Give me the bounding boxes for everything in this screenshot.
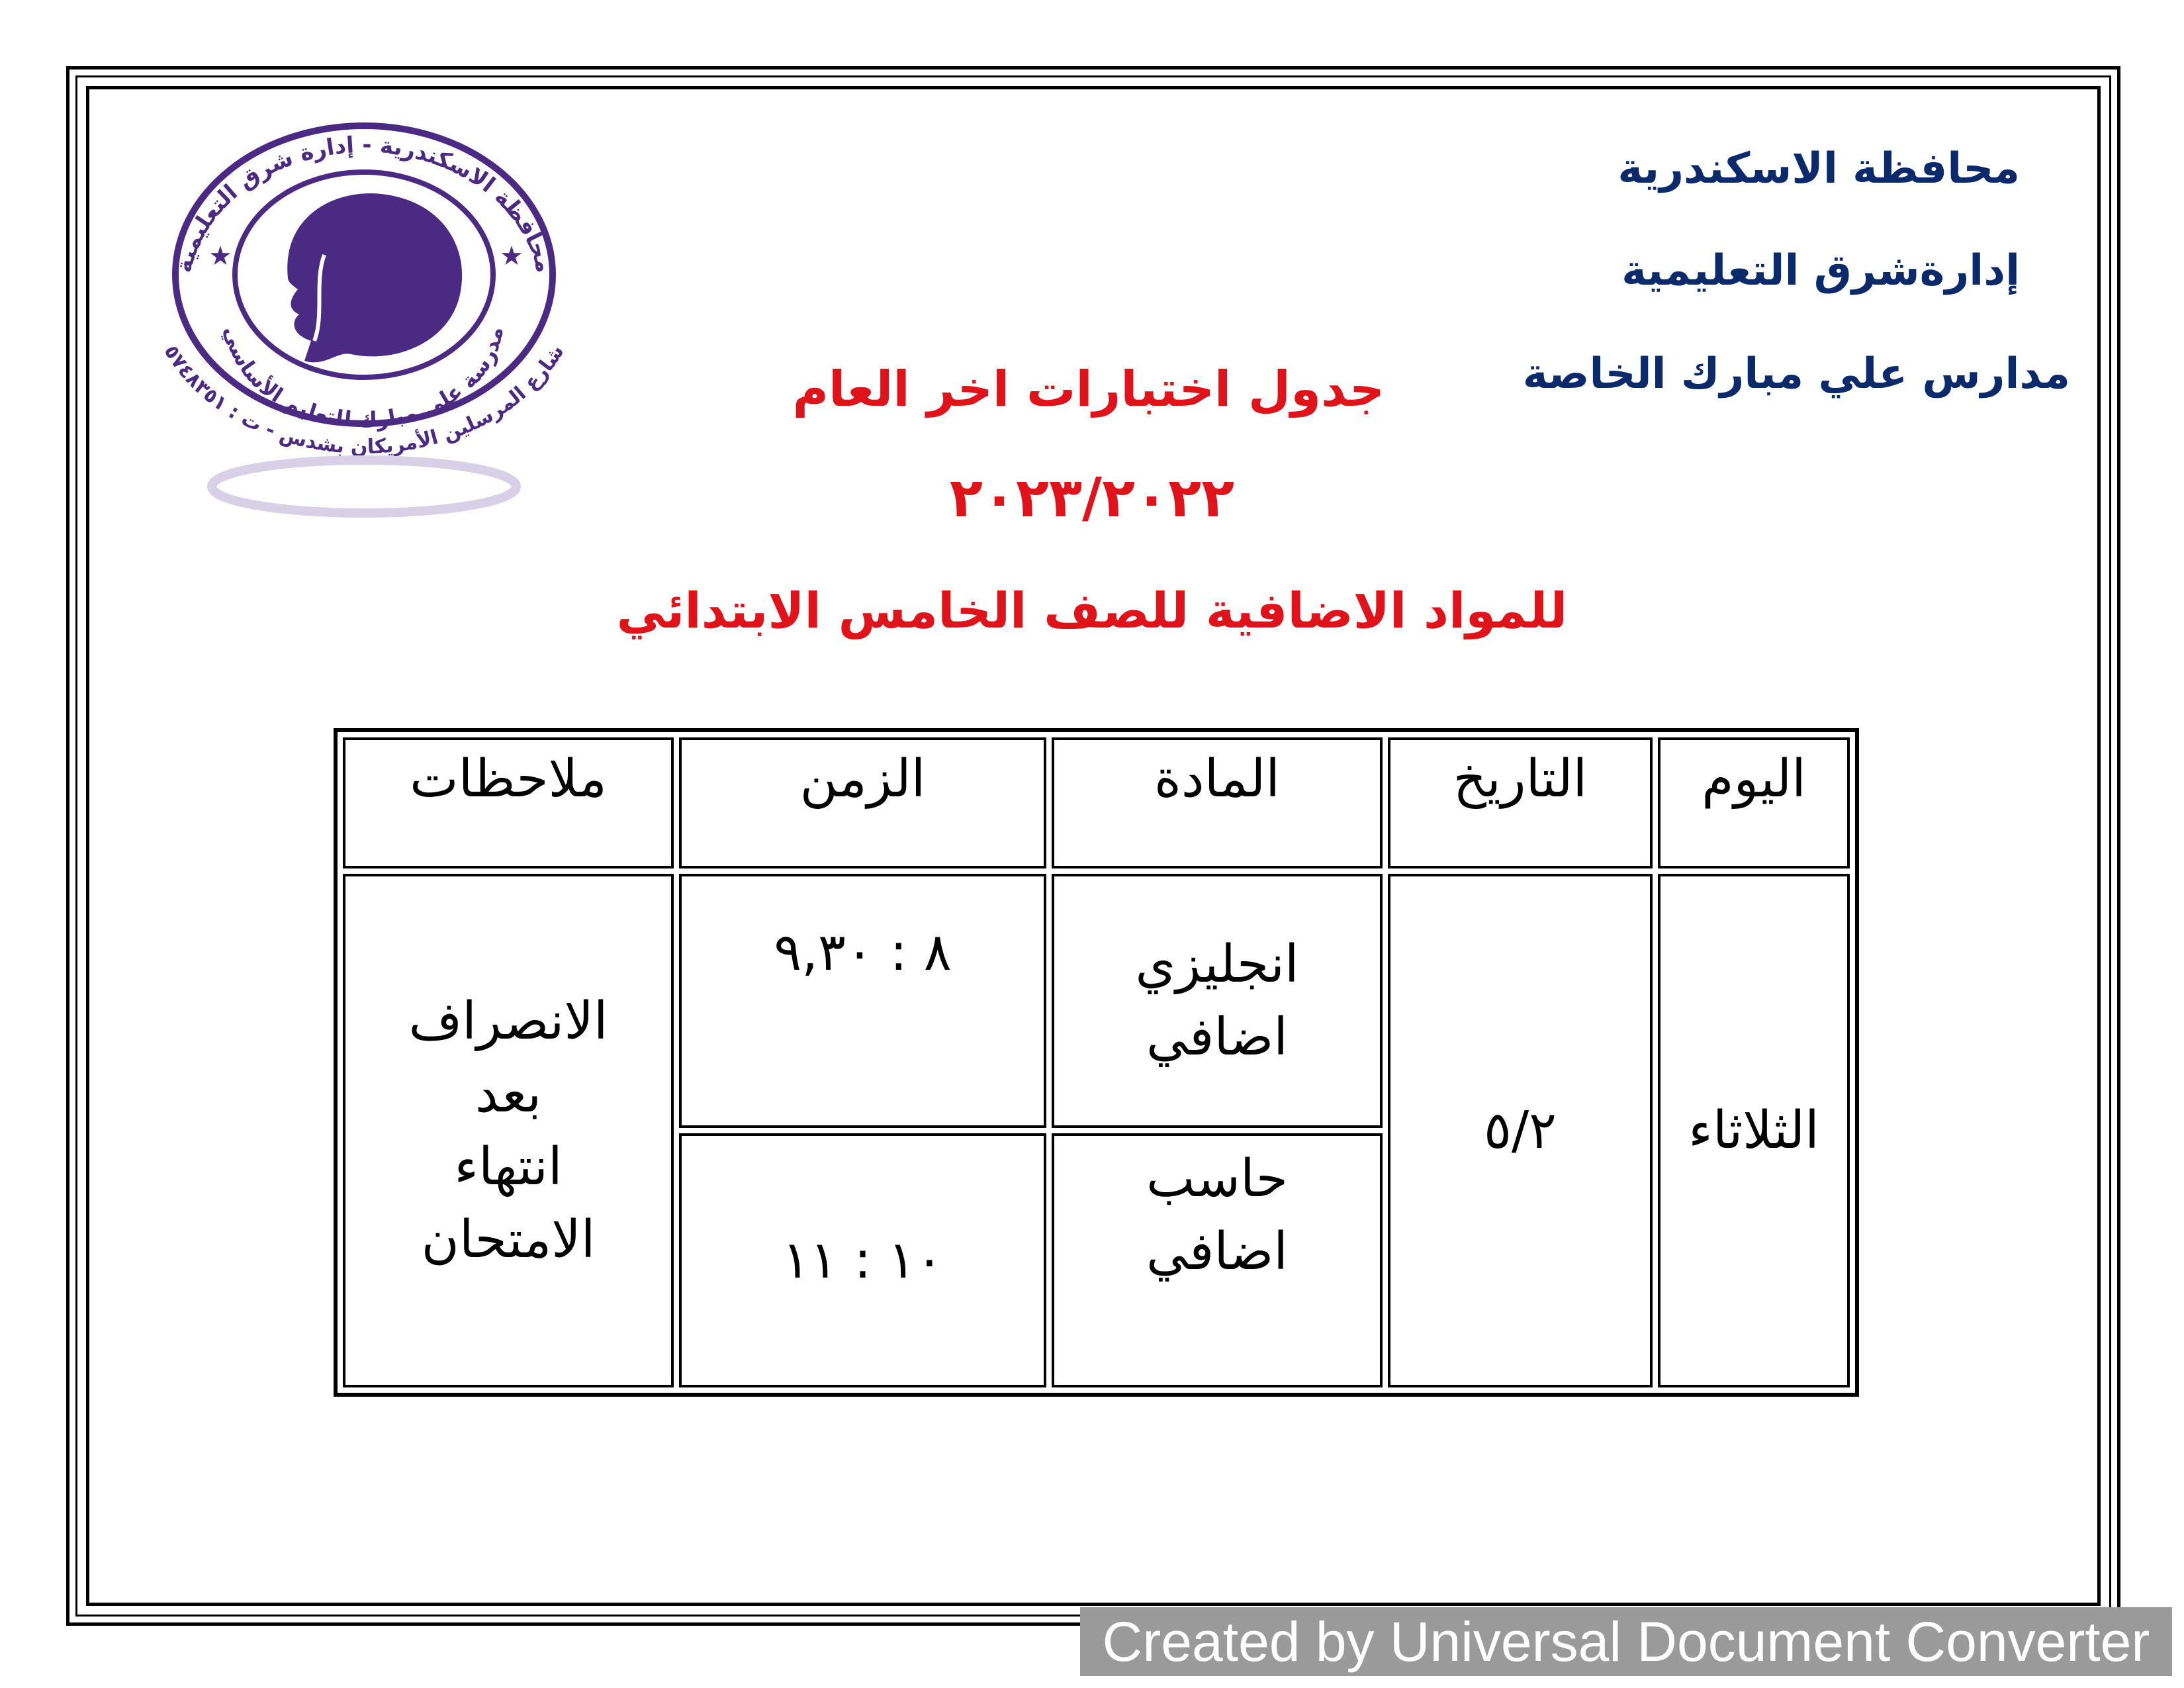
header-time: الزمن [679, 737, 1046, 868]
svg-text:شارع المرسلين الأمريكان بشدس - [159, 341, 569, 459]
logo-star-left: ★ [208, 241, 232, 271]
notes-line: الامتحان [421, 1210, 596, 1270]
school-logo [126, 122, 602, 520]
exam-year: ٢٠٢٣/٢٠٢٢ [949, 467, 1235, 530]
time-value: ١٠ : ١١ [782, 1231, 944, 1290]
subject-line: حاسب [1146, 1149, 1288, 1209]
subject-line: اضافي [1146, 1222, 1288, 1282]
header-school: مدارس علي مبارك الخاصة [1522, 350, 2070, 399]
header-day: اليوم [1658, 737, 1850, 868]
header-administration: إدارةشرق التعليمية [1621, 246, 2020, 295]
table-header-row [343, 737, 1850, 868]
converter-watermark: Created by Universal Document Converter [1080, 1607, 2172, 1676]
notes-line: انتهاء [454, 1137, 563, 1197]
exam-subtitle: للمواد الاضافية للصف الخامس الابتدائي [616, 583, 1568, 639]
day-cell: الثلاثاء [1658, 874, 1850, 1387]
subject-line: انجليزي [1135, 935, 1299, 995]
logo-reflection [212, 460, 516, 513]
time-value: ٨ : ٩,٣٠ [774, 923, 952, 983]
subject-line: اضافي [1146, 1008, 1288, 1068]
exam-title: جدول اختبارات اخر العام [792, 361, 1385, 418]
date-cell: ٥/٢ [1388, 874, 1653, 1387]
exam-schedule-table [334, 728, 1859, 1397]
header-governorate: محافظة الاسكندرية [1617, 144, 2020, 193]
header-date: التاريخ [1388, 737, 1653, 868]
logo-star-right: ★ [500, 241, 523, 271]
subject-cell [1052, 1133, 1383, 1387]
time-cell [679, 874, 1046, 1128]
notes-line: الانصراف [408, 992, 608, 1052]
table-row [343, 874, 1850, 1128]
logo-ring-text-top: محافظة الاسكندرية - إدارة شرق التعليمية [170, 131, 558, 275]
logo-outer-text: شارع المرسلين الأمريكان بشدس - ت : ٥٧٤٨٣٥١ [159, 340, 569, 459]
subject-cell [1052, 874, 1383, 1128]
notes-line: بعد [475, 1064, 542, 1125]
header-subject: المادة [1052, 737, 1383, 868]
logo-heads-icon [287, 193, 462, 362]
time-cell [679, 1133, 1046, 1387]
header-notes: ملاحظات [343, 737, 674, 868]
logo-ring-text-bottom: مدرسة على مبارك للتعليم الأساسي [219, 324, 508, 433]
notes-cell [343, 874, 674, 1387]
